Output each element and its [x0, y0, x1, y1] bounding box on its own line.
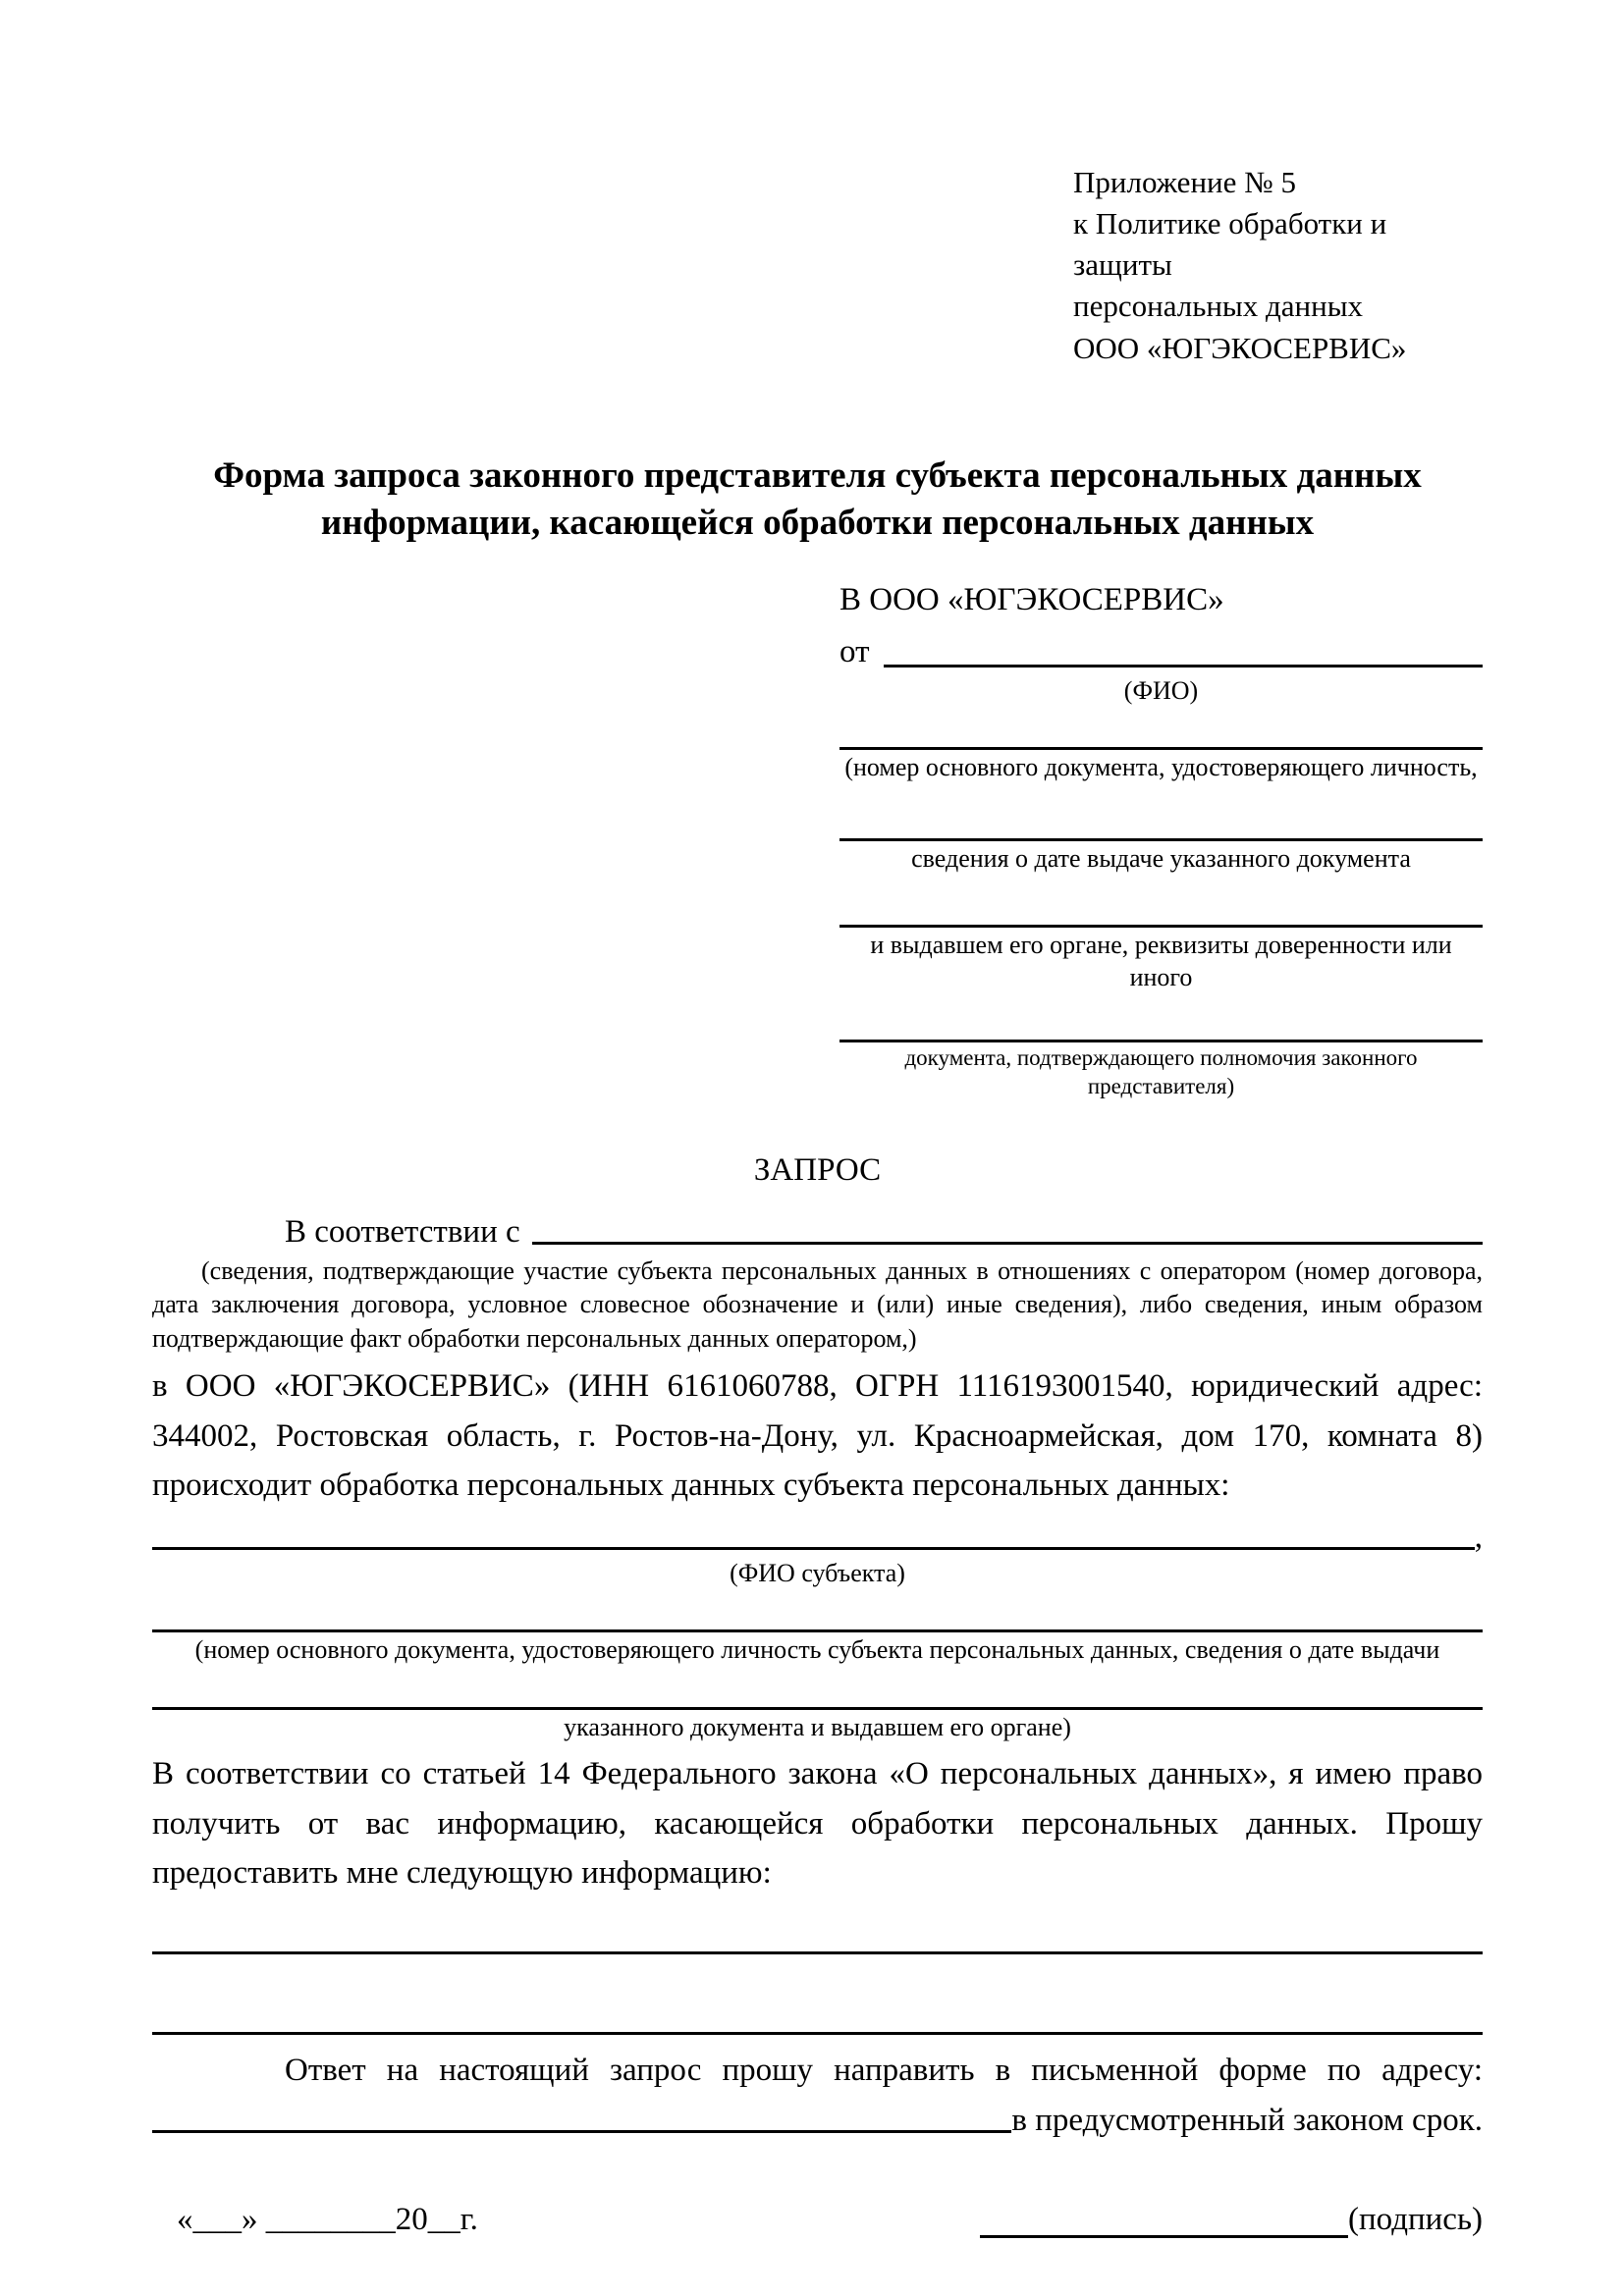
addressee-caption: и выдавшем его органе, реквизиты доверенности или иного: [870, 931, 1452, 991]
subject-doc-caption: указанного документа и выдавшем его органе): [564, 1712, 1071, 1741]
addressee-block: [839, 579, 1483, 1101]
blank-line: [839, 814, 1483, 841]
blank-line: [152, 1682, 1483, 1710]
addressee-caption: (номер основного документа, удостоверяющего личность,: [844, 753, 1478, 782]
annex-line: Приложение № 5: [1073, 165, 1296, 199]
page-title-line2: информации, касающейся обработки персональных данных: [320, 502, 1315, 543]
fio-caption: (ФИО): [1123, 675, 1199, 705]
annex-line: к Политике обработки и защиты: [1073, 206, 1387, 283]
from-label: от: [839, 633, 870, 669]
reply-paragraph: Ответ на настоящий запрос прошу направить в письменной форме по адресу:: [285, 2052, 1483, 2088]
paragraph-indent: [152, 1214, 285, 1251]
law-paragraph: В соответствии со статьей 14 Федерального закона «О персональных данных», я имею право получить от вас информацию, касающейся обработки персональных данных. Прошу предоставить мне следующую информацию:: [152, 1756, 1483, 1891]
subject-line-suffix: ,: [1474, 1519, 1483, 1555]
document-content: [152, 0, 1483, 2238]
intro-caption: (сведения, подтверждающие участие субъекта персональных данных в отношениях с оператором (номер договора, дата заключения договора, условное словесное обозначение и (или) иные сведения), либо сведения, иным образом подтверждающие факт обработки персональных данных оператором,): [152, 1255, 1483, 1353]
date-blank: «___» ________20__г.: [177, 2202, 478, 2238]
reply-address-blank-line: [152, 2130, 1011, 2133]
addressee-caption: документа, подтверждающего полномочия законного представителя): [904, 1045, 1418, 1098]
subject-fio-blank-line: [152, 1514, 1475, 1550]
from-row: [839, 631, 1483, 673]
blank-line: [839, 722, 1483, 750]
annex-line: ООО «ЮГЭКОСЕРВИС»: [1073, 330, 1407, 365]
annex-header: [1073, 162, 1483, 369]
page-title-line1: Форма запроса законного представителя субъекта персональных данных: [213, 454, 1422, 496]
footer-row: [152, 2202, 1483, 2238]
operator-paragraph: в ООО «ЮГЭКОСЕРВИС» (ИНН 6161060788, ОГРН 1116193001540, юридический адрес: 344002, Ростовская область, г. Ростов-на-Дону, ул. Красноармейская, дом 170, комната 8) происходит обработка персональных данных субъекта персональных данных:: [152, 1368, 1483, 1503]
intro-row: [152, 1214, 1483, 1251]
signature-group: [980, 2202, 1483, 2238]
subject-fio-caption: (ФИО субъекта): [730, 1558, 905, 1587]
signature-caption: (подпись): [1348, 2202, 1483, 2238]
addressee-caption: сведения о дате выдаче указанного документа: [911, 843, 1411, 873]
blank-line: [839, 900, 1483, 928]
intro-label: В соответствии с: [285, 1213, 520, 1250]
intro-blank-line: [532, 1208, 1483, 1245]
page-title: [152, 453, 1483, 547]
signature-blank-line: [980, 2209, 1348, 2238]
from-blank-line: [884, 625, 1484, 667]
addressee-to: В ООО «ЮГЭКОСЕРВИС»: [839, 581, 1224, 617]
blank-line: [152, 2007, 1483, 2035]
request-heading: ЗАПРОС: [753, 1151, 882, 1188]
subject-doc-caption: (номер основного документа, удостоверяющего личность субъекта персональных данных, сведения о дате выдачи: [194, 1635, 1440, 1665]
annex-line: персональных данных: [1073, 289, 1364, 324]
reply-suffix: в предусмотренный законом срок.: [1011, 2103, 1483, 2139]
reply-address-row: [152, 2103, 1483, 2139]
subject-fio-row: [152, 1520, 1483, 1556]
blank-line: [839, 1015, 1483, 1042]
blank-line: [152, 1605, 1483, 1632]
blank-line: [152, 1927, 1483, 1954]
